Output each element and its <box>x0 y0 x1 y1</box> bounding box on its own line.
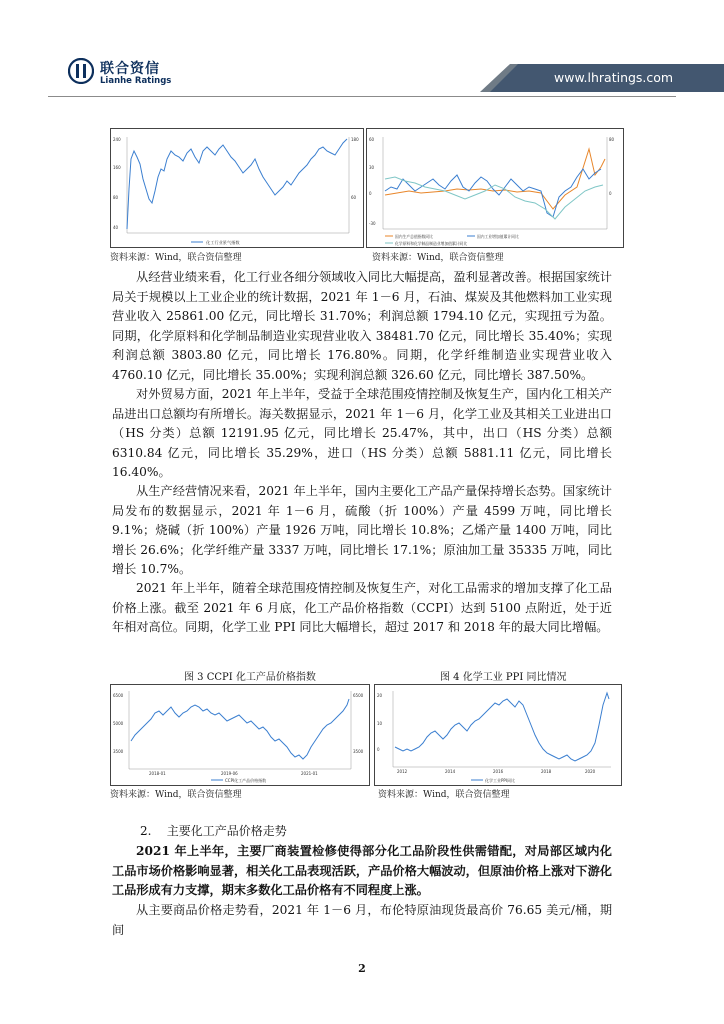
fig3-legend: CCPI化工产品价格指数 <box>225 778 267 783</box>
svg-text:40: 40 <box>113 225 119 230</box>
svg-text:2020: 2020 <box>585 769 596 774</box>
svg-text:60: 60 <box>369 137 375 142</box>
fig1-legend: 化工行业景气指数 <box>206 240 240 245</box>
svg-text:0: 0 <box>377 747 380 752</box>
fig1-source: 资料来源：Wind，联合资信整理 <box>110 253 242 263</box>
svg-text:2019-06: 2019-06 <box>221 771 238 776</box>
fig2-series-chem <box>385 177 603 219</box>
svg-text:20: 20 <box>377 693 383 698</box>
svg-text:2018: 2018 <box>541 769 552 774</box>
section-heading <box>140 822 287 839</box>
page-header <box>0 0 724 100</box>
header-url-link[interactable]: www.lhratings.com <box>554 70 674 85</box>
svg-text:6500: 6500 <box>353 693 364 698</box>
section-number: 2. <box>140 824 152 838</box>
figure-1-chart <box>110 128 364 248</box>
fig4-series-line <box>395 693 609 761</box>
svg-text:240: 240 <box>113 137 121 142</box>
svg-text:180: 180 <box>351 137 359 142</box>
fig3-title: 图 3 CCPI 化工产品价格指数 <box>184 672 316 683</box>
figure-4-chart <box>374 684 622 786</box>
svg-text:60: 60 <box>351 195 357 200</box>
svg-text:30: 30 <box>369 165 375 170</box>
svg-text:2014: 2014 <box>445 769 456 774</box>
fig1-series-line <box>127 139 347 229</box>
fig2-legend-1: 国内生产总值指数同比 <box>395 234 433 239</box>
svg-text:0: 0 <box>609 191 612 196</box>
section-last-paragraph: 从主要商品价格走势看，2021 年 1－6 月，布伦特原油现货最高价 76.65 美元/桶，期间 <box>112 903 612 937</box>
logo-en-text: Lianhe Ratings <box>100 76 172 86</box>
fig3-series-line <box>131 699 349 759</box>
svg-text:80: 80 <box>113 195 119 200</box>
fig4-title: 图 4 化学工业 PPI 同比情况 <box>440 672 567 683</box>
svg-text:10: 10 <box>377 721 383 726</box>
fig2-source: 资料来源：Wind，联合资信整理 <box>372 253 504 263</box>
svg-text:160: 160 <box>113 165 121 170</box>
svg-text:2012: 2012 <box>397 769 408 774</box>
svg-text:-30: -30 <box>369 221 376 226</box>
paragraph-operating-results: 从经营业绩来看，化工行业各细分领域收入同比大幅提高，盈利显著改善。根据国家统计局关于规模以上工业企业的统计数据，2021 年 1－6 月，石油、煤炭及其他燃料加工业实现营业收入 25861.00 亿元，同比增长 31.70%；利润总额 1794.10 亿元，实现扭亏为盈。同期，化学原料和化学制品制造业实现营业收入 38481.70 亿元，同比增长 35.40%；实现利润总额 3803.80 亿元，同比增长 176.80%。同期，化学纤维制造业实现营业收入 4760.10 亿元，同比增长 35.00%；实现利润总额 326.60 亿元，同比增长 387.50%。 <box>112 270 612 382</box>
fig4-legend: 化学工业PPI同比 <box>485 778 516 783</box>
section-title: 主要化工产品价格走势 <box>166 824 287 838</box>
lianhe-logo-icon <box>68 58 94 84</box>
section-bold-lead: 2021 年上半年，主要厂商装置检修使得部分化工品阶段性供需错配，对局部区域内化工品市场价格影响显著，相关化工品表现活跃，产品价格大幅波动，但原油价格上涨对下游化工品形成有力支撑，期末多数化工品价格有不同程度上涨。 <box>112 844 612 898</box>
fig3-source: 资料来源：Wind，联合资信整理 <box>110 790 242 800</box>
svg-text:3500: 3500 <box>113 749 124 754</box>
header-divider <box>48 96 676 97</box>
svg-text:6500: 6500 <box>113 693 124 698</box>
logo-cn-text: 联合资信 <box>100 61 160 77</box>
figure-2-chart <box>366 128 624 248</box>
svg-text:5000: 5000 <box>113 721 124 726</box>
svg-text:2021-01: 2021-01 <box>301 771 318 776</box>
fig2-legend-3: 化学原料和化学制品制造业增加值累计同比 <box>395 241 468 246</box>
paragraph-prices: 2021 年上半年，随着全球范围疫情控制及恢复生产，对化工品需求的增加支撑了化工品价格上涨。截至 2021 年 6 月底，化工产品价格指数（CCPI）达到 5100 点附近，处于近年相对高位。同期，化学工业 PPI 同比大幅增长，超过 2017 和 2018 年的最大同比增幅。 <box>112 581 612 635</box>
fig4-source: 资料来源：Wind，联合资信整理 <box>378 790 510 800</box>
svg-text:2018-01: 2018-01 <box>149 771 166 776</box>
svg-text:0: 0 <box>369 191 372 196</box>
svg-text:2016: 2016 <box>493 769 504 774</box>
svg-text:3500: 3500 <box>353 749 364 754</box>
paragraph-foreign-trade: 对外贸易方面，2021 年上半年，受益于全球范围疫情控制及恢复生产，国内化工相关产品进出口总额均有所增长。海关数据显示，2021 年 1－6 月，化学工业及其相关工业进出口（HS 分类）总额 12191.95 亿元，同比增长 25.47%，其中，出口（HS 分类）总额 6310.84 亿元，同比增长 35.29%，进口（HS 分类）总额 5881.11 亿元，同比增长 16.40%。 <box>112 387 612 480</box>
svg-text:80: 80 <box>609 137 615 142</box>
page-number: 2 <box>358 962 366 975</box>
paragraph-production: 从生产经营情况来看，2021 年上半年，国内主要化工产品产量保持增长态势。国家统计局发布的数据显示，2021 年 1－6 月，硫酸（折 100%）产量 4599 万吨，同比增长 9.1%；烧碱（折 100%）产量 1926 万吨，同比增长 10.8%；乙烯产量 1400 万吨，同比增长 26.6%；化学纤维产量 3337 万吨，同比增长 17.1%；原油加工量 35335 万吨，同比增长 10.7%。 <box>112 484 612 577</box>
fig2-legend-2: 国内工业增加值累计同比 <box>477 234 519 239</box>
figure-3-chart <box>110 684 370 786</box>
fig2-series-gdp <box>385 149 605 209</box>
